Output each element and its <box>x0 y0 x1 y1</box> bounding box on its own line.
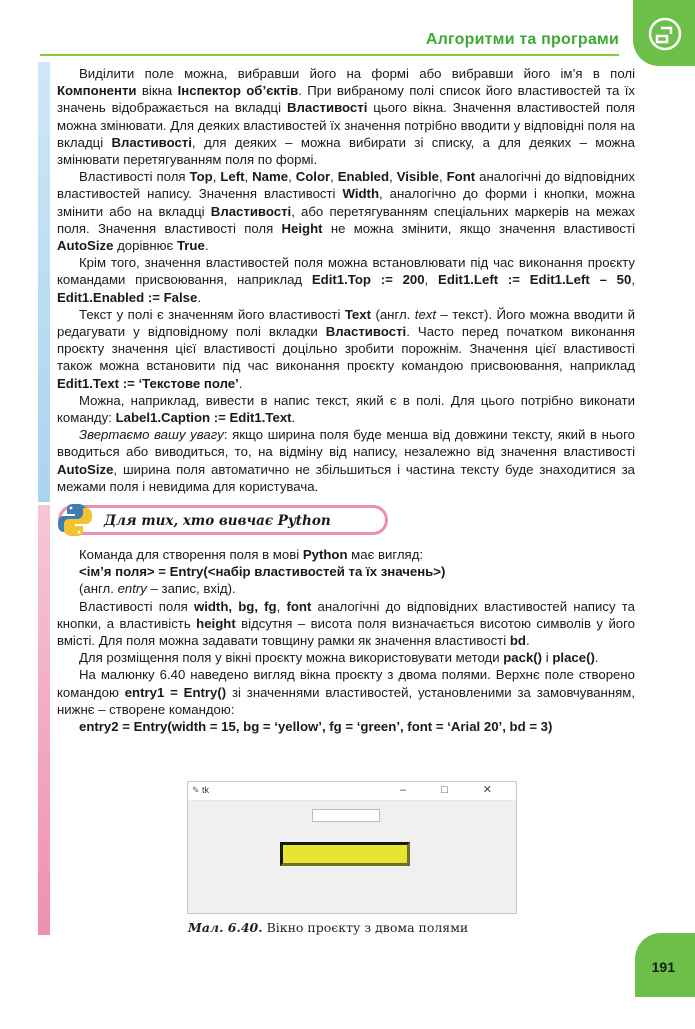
text-run: Height <box>281 220 323 236</box>
caption-text: Вікно проєкту з двома полями <box>262 920 469 935</box>
paragraph <box>57 546 635 563</box>
text-run: , <box>438 169 447 185</box>
text-run: Можна, наприклад, вивести в напис текст, який є в полі. Для цього потрібно виконати команду: <box>57 392 635 426</box>
paragraph <box>57 306 635 392</box>
text-run: True <box>176 238 205 254</box>
text-run: Name <box>252 169 289 185</box>
text-run: pack() <box>503 650 543 666</box>
text-run: entry2 = Entry(width = 15, bg = ‘yellow’, fg = ‘green’, font = ‘Arial 20’, bd = 3) <box>79 719 553 735</box>
header-title: Алгоритми та програми <box>425 31 619 48</box>
python-text <box>57 546 635 735</box>
text-run: font <box>286 598 312 614</box>
text-run: Команда для створення поля в мові <box>79 547 303 562</box>
header-rule <box>40 54 619 56</box>
text-run: : якщо ширина поля буде менша від довжини тексту, який в нього вводиться або виводиться, то, на відміну від напису, незалежно від значення властивості <box>57 427 635 460</box>
text-run: дорівнює <box>113 238 177 254</box>
window-titlebar <box>188 782 516 801</box>
text-run: , <box>288 169 296 185</box>
text-run: width, bg, fg <box>193 598 277 614</box>
figure-caption <box>188 920 468 935</box>
text-run: На малюнку 6.40 наведено вигляд вікна проєкту з двома полями. Верхнє поле створено командою <box>57 667 635 700</box>
side-bar-blue <box>38 62 50 502</box>
side-bar-pink <box>38 505 50 935</box>
tk-feather-icon: ✎ <box>192 785 200 795</box>
text-run: . <box>238 375 243 391</box>
text-run: – текст). Його можна вводити й редагувати у відповідному полі вкладки <box>57 306 635 340</box>
paragraph <box>57 65 635 168</box>
text-run: . <box>204 238 209 254</box>
text-run: Властивості поля <box>79 169 190 185</box>
paragraph <box>57 718 635 735</box>
text-run: Font <box>446 169 476 185</box>
text-run: Edit1.Text := ‘Текстове поле’ <box>57 375 239 391</box>
text-run: , <box>631 272 636 288</box>
chapter-badge <box>633 0 695 66</box>
text-run: , для деяких – можна вибирати зі списку, а для деяких – можна змінювати перетягуванням поля по формі. <box>57 134 635 168</box>
text-run: Властивості <box>111 134 192 150</box>
text-run: , ширина поля автоматично не збільшиться і частина тексту буде знаходитися за межами поля і невидима для користувача. <box>57 461 635 494</box>
text-run: (англ. <box>79 581 118 597</box>
text-run: Left <box>220 169 245 185</box>
text-run: Для розміщення поля у вікні проєкту можна використовувати методи <box>79 650 504 666</box>
text-run: відсутня – висота поля визначається висотою символів у його вмісті. Для поля можна задавати товщину рамки як значення властивості <box>57 615 635 649</box>
text-run: вікна <box>136 83 178 99</box>
text-run: , <box>276 598 287 614</box>
text-run: <ім’я поля> = Entry(<набір властивостей та їх значень>) <box>79 564 446 580</box>
text-run: аналогічні до відповідних властивостей напису та кнопки, а властивість <box>57 598 636 631</box>
text-run: Звертаємо вашу увагу <box>79 427 224 443</box>
text-run: Властивості поля <box>79 598 194 614</box>
text-run: . <box>291 410 296 426</box>
paragraph <box>57 580 635 597</box>
text-run: Інспектор об’єктів <box>177 83 299 99</box>
text-run: Top <box>189 169 213 185</box>
paragraph <box>57 598 635 650</box>
text-run: entry1 = Entry() <box>124 684 227 700</box>
text-run: place() <box>552 650 595 666</box>
paragraph <box>57 649 635 666</box>
text-run: Width <box>342 186 379 202</box>
page-number: 191 <box>651 959 675 975</box>
paragraph <box>57 254 635 306</box>
text-run: Text <box>344 306 371 322</box>
text-run: зі значеннями властивостей, установленими за замовчуванням, нижнє – створене командою: <box>57 684 635 717</box>
text-run: не можна змінити, якщо значення властивості <box>322 220 635 236</box>
text-run: . <box>525 633 530 649</box>
text-run: . <box>197 289 202 305</box>
python-logo-icon <box>55 500 95 540</box>
text-run: (англ. <box>371 306 415 322</box>
text-run: Visible <box>396 169 439 185</box>
text-run: , <box>389 169 397 185</box>
text-run: , або перетягуванням спеціальних маркерів на межах поля. Значення властивості поля <box>57 203 635 236</box>
text-run: . <box>594 650 599 666</box>
text-run: Властивості <box>325 324 407 340</box>
text-run: AutoSize <box>57 461 114 477</box>
python-section-title: Для тих, хто вивчає Python <box>104 513 331 529</box>
text-run: Властивості <box>210 203 292 219</box>
text-run: Color <box>295 169 331 185</box>
text-run: має вигляд: <box>347 547 424 562</box>
text-run: Текст у полі є значенням його властивості <box>79 306 345 322</box>
text-run: Enabled <box>337 169 390 185</box>
text-run: , <box>212 169 221 185</box>
text-run: entry <box>117 581 147 597</box>
text-run: Компоненти <box>57 83 137 99</box>
main-text <box>57 65 635 495</box>
text-run: text <box>414 306 437 322</box>
window-controls: – □ ✕ <box>399 784 508 796</box>
paragraph <box>57 168 635 254</box>
text-run: , <box>244 169 253 185</box>
text-run: цього вікна. Значення властивостей поля можна змінювати. Для деяких властивостей їх значення потрібно вводити у відповідні поля на вкладці <box>57 100 635 150</box>
page-header <box>0 0 695 70</box>
text-run: – запис, вхід). <box>146 581 236 597</box>
paragraph <box>57 563 635 580</box>
text-run: . Часто перед початком виконання проєкту значення цієї властивості доцільно зробити порожнім. Значення цієї властивості також можна встановити під час виконання проєкту командою присвоювання, наприклад <box>57 324 635 374</box>
caption-label: Мал. 6.40. <box>188 920 263 935</box>
text-run: , <box>424 272 439 288</box>
paragraph <box>57 666 635 718</box>
text-run: і <box>542 650 553 666</box>
text-run: bd <box>509 633 526 649</box>
tk-window-figure <box>187 781 517 914</box>
algorithm-icon <box>645 14 685 54</box>
text-run: Edit1.Left := Edit1.Left – 50 <box>438 272 632 288</box>
text-run: Виділити поле можна, вибравши його на формі або вибравши його ім’я в полі <box>79 66 635 81</box>
paragraph <box>57 392 635 426</box>
text-run: аналогічні до відповідних властивостей напису. Значення властивості <box>57 169 635 202</box>
text-run: Властивості <box>286 100 368 116</box>
text-run: Python <box>302 547 348 562</box>
text-run: . При вибраному полі список його властивостей та їх значень відображається на вкладці <box>57 83 635 116</box>
entry1-field <box>312 809 380 822</box>
text-run: Edit1.Enabled := False <box>57 289 198 305</box>
text-run: Edit1.Top := 200 <box>311 272 425 288</box>
text-run: AutoSize <box>57 238 114 254</box>
text-run: Label1.Caption := Edit1.Text <box>115 410 292 426</box>
paragraph <box>57 426 635 495</box>
text-run: Крім того, значення властивостей поля можна встановлювати під час виконання проєкту командами присвоювання, наприклад <box>57 255 635 288</box>
text-run: , <box>330 169 338 185</box>
window-title: tk <box>202 785 210 795</box>
text-run: height <box>196 615 236 631</box>
text-run: , аналогічно до форми і кнопки, можна змінити або на вкладці <box>57 186 635 219</box>
entry2-field <box>280 842 410 866</box>
